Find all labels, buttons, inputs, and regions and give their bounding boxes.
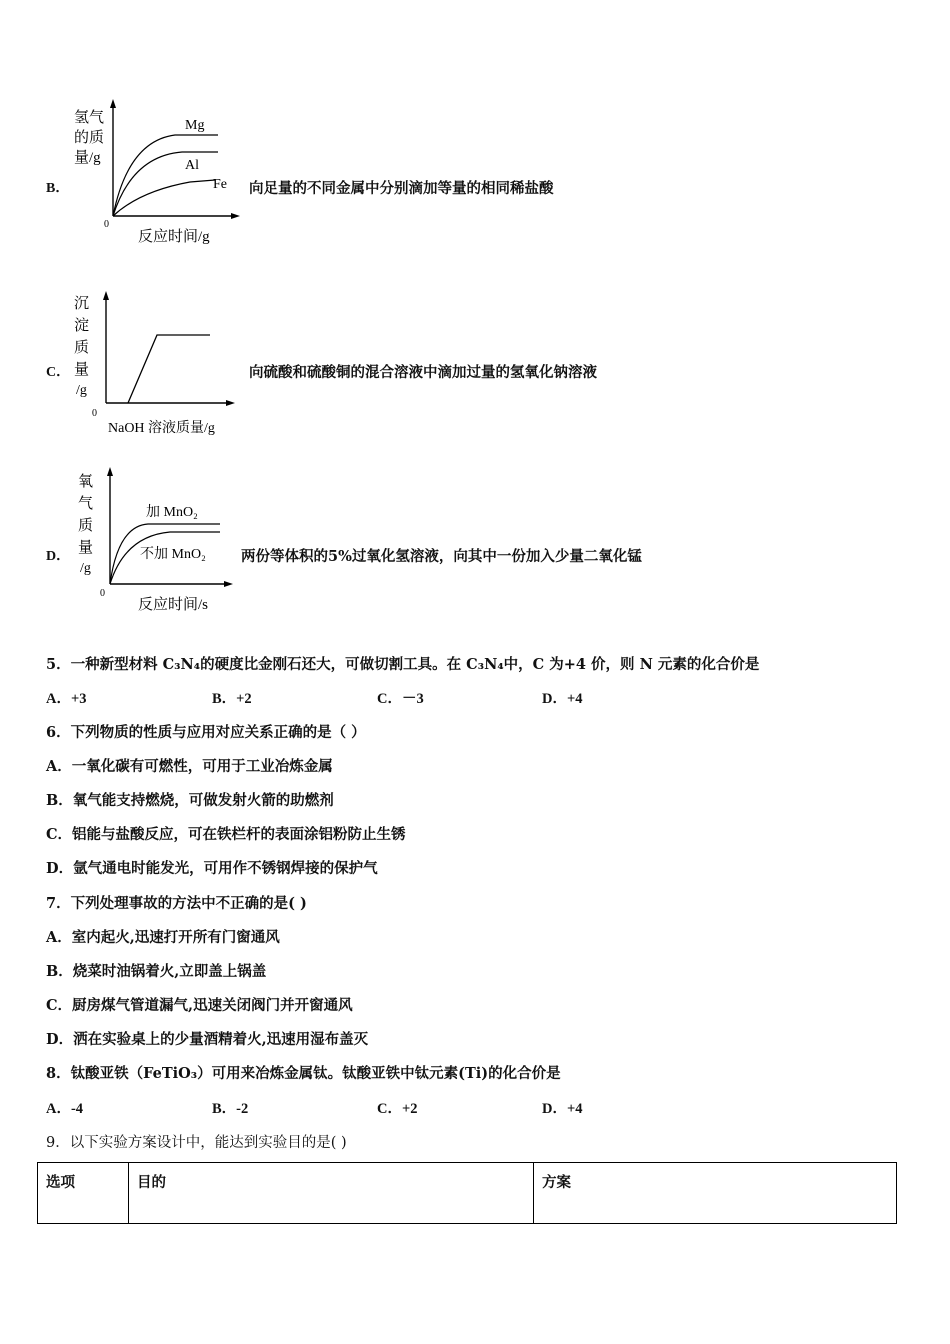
- graph-b-label-fe: Fe: [213, 177, 227, 192]
- q9-header-scheme: 方案: [534, 1163, 897, 1224]
- graph-c-xlabel: NaOH 溶液质量/g: [108, 421, 215, 436]
- q9-table-header-row: [38, 1163, 897, 1224]
- graph-b-y-arrow: [110, 99, 116, 108]
- graph-c-x-arrow: [226, 400, 235, 406]
- q5-choice-c: C．－3: [377, 691, 424, 707]
- graph-b-description: 向足量的不同金属中分别滴加等量的相同稀盐酸: [249, 180, 554, 197]
- graph-c-ylabel-4: 量: [74, 362, 90, 378]
- q8-choice-d: D．+4: [542, 1101, 583, 1117]
- graph-d-x-arrow: [224, 581, 233, 587]
- graph-b-ylabel-3: 量/g: [74, 150, 101, 166]
- q9-header-purpose: 目的: [129, 1163, 534, 1224]
- graph-c-ylabel-2: 淀: [74, 318, 90, 334]
- q6-option-b: B．氧气能支持燃烧，可做发射火箭的助燃剂: [46, 792, 334, 809]
- q7-option-d: D．洒在实验桌上的少量酒精着火,迅速用湿布盖灭: [46, 1031, 369, 1048]
- q6-stem: 6．下列物质的性质与应用对应关系正确的是（ ）: [46, 724, 366, 741]
- q6-option-d: D．氩气通电时能发光，可用作不锈钢焊接的保护气: [46, 860, 378, 877]
- q8-stem: 8．钛酸亚铁（FeTiO₃）可用来冶炼金属钛。钛酸亚铁中钛元素(Ti)的化合价是: [46, 1065, 561, 1082]
- graph-c-origin: 0: [92, 408, 97, 419]
- graph-d-label-with-mno2: 加 MnO₂: [146, 505, 198, 520]
- graph-b-origin: 0: [104, 219, 109, 230]
- graph-d-description: 两份等体积的5%过氧化氢溶液，向其中一份加入少量二氧化锰: [241, 548, 642, 565]
- graph-d-ylabel-1: 氧: [78, 474, 94, 490]
- graph-b-label-al: Al: [185, 158, 199, 173]
- option-b-label: B．: [46, 181, 70, 196]
- option-c-label: C．: [46, 365, 71, 380]
- q8-choice-b: B．-2: [212, 1101, 249, 1117]
- graph-c-ylabel-3: 质: [74, 340, 90, 356]
- q8-choice-c: C．+2: [377, 1101, 418, 1117]
- q9-header-option: 选项: [38, 1163, 129, 1224]
- graph-b-x-arrow: [231, 213, 240, 219]
- graph-b-xlabel: 反应时间/g: [138, 229, 210, 245]
- q6-option-a: A．一氧化碳有可燃性，可用于工业冶炼金属: [46, 758, 333, 775]
- graph-b-ylabel-1: 氢气: [74, 110, 105, 126]
- graph-d-origin: 0: [100, 588, 105, 599]
- q9-stem: 9．以下实验方案设计中，能达到实验目的是( ): [46, 1135, 347, 1151]
- graph-d-ylabel-2: 气: [78, 496, 94, 512]
- graph-d-ylabel-4: 量: [78, 540, 94, 556]
- graph-c-description: 向硫酸和硫酸铜的混合溶液中滴加过量的氢氧化钠溶液: [249, 364, 597, 381]
- q6-option-c: C．铝能与盐酸反应，可在铁栏杆的表面涂铝粉防止生锈: [46, 826, 406, 843]
- graph-d-ylabel-3: 质: [78, 518, 94, 534]
- option-d-label: D．: [46, 549, 71, 564]
- graph-b-ylabel-2: 的质: [74, 130, 105, 146]
- graph-d-label-without-mno2: 不加 MnO₂: [140, 547, 206, 562]
- graph-c-ylabel-1: 沉: [74, 296, 90, 312]
- q7-option-a: A．室内起火,迅速打开所有门窗通风: [46, 929, 280, 946]
- graph-c-ylabel-5: /g: [76, 383, 87, 398]
- q7-stem: 7．下列处理事故的方法中不正确的是( ): [46, 895, 307, 912]
- graph-c-curve: [128, 335, 210, 403]
- graph-d-oxygen-vs-time: [70, 464, 235, 616]
- q5-stem: 5．一种新型材料 C₃N₄的硬度比金刚石还大，可做切割工具。在 C₃N₄中，C 为+4 价，则 N 元素的化合价是: [46, 656, 760, 673]
- graph-c-precipitate-vs-naoh: [70, 288, 245, 440]
- q7-option-c: C．厨房煤气管道漏气,迅速关闭阀门并开窗通风: [46, 997, 353, 1014]
- graph-d-y-arrow: [107, 467, 113, 476]
- q9-table: [37, 1162, 897, 1224]
- graph-b-label-mg: Mg: [185, 118, 205, 133]
- graph-c-y-arrow: [103, 291, 109, 300]
- q7-option-b: B．烧菜时油锅着火,立即盖上锅盖: [46, 963, 267, 980]
- q5-choice-b: B．+2: [212, 691, 252, 707]
- graph-d-ylabel-5: /g: [80, 561, 91, 576]
- graph-b-hydrogen-vs-time: [70, 96, 240, 251]
- q5-choice-a: A．+3: [46, 691, 87, 707]
- q5-choice-d: D．+4: [542, 691, 583, 707]
- graph-b-curve-fe: [113, 180, 215, 216]
- graph-d-xlabel: 反应时间/s: [138, 597, 209, 613]
- graph-b-curve-al: [113, 152, 218, 216]
- q8-choice-a: A．-4: [46, 1101, 84, 1117]
